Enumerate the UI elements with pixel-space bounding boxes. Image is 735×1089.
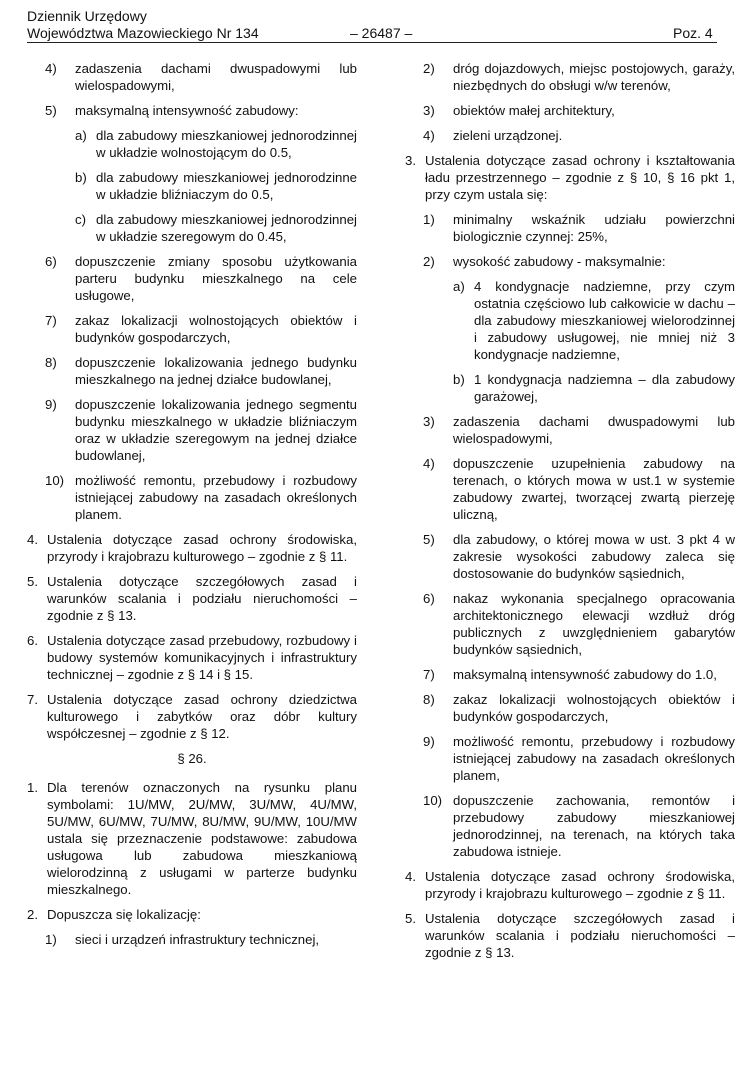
right-column <box>405 60 735 969</box>
item-number: 7. <box>27 692 38 707</box>
subpoint-item <box>75 127 357 161</box>
item-number: 7) <box>423 667 435 682</box>
item-text: dopuszczenie zachowania, remontów i przebudowy zabudowy mieszkaniowej jednorodzinnej, na terenach, na których taka zabudowa istnieje. <box>453 793 735 859</box>
item-number: 6) <box>45 254 57 269</box>
item-text: zakaz lokalizacji wolnostojących obiektów i budynków gospodarczych, <box>453 692 735 724</box>
item-number: 9) <box>423 734 435 749</box>
point-item <box>423 253 735 270</box>
point-item <box>423 455 735 523</box>
item-number: b) <box>75 170 87 185</box>
paragraph-item <box>27 632 357 683</box>
point-item <box>45 60 357 94</box>
paragraph-item <box>27 906 357 923</box>
item-text: dopuszczenie lokalizowania jednego segmentu budynku mieszkalnego w układzie bliźniaczym oraz w układzie szeregowym na jednej działce budowlanej, <box>75 397 357 463</box>
position-number: Poz. 4 <box>673 25 713 41</box>
item-number: 8) <box>45 355 57 370</box>
item-number: 5. <box>405 911 416 926</box>
item-text: maksymalną intensywność zabudowy do 1.0, <box>453 667 717 682</box>
page-number: – 26487 – <box>350 25 413 41</box>
point-item <box>423 211 735 245</box>
point-item <box>423 127 735 144</box>
point-item <box>423 531 735 582</box>
journal-title: Dziennik Urzędowy <box>27 8 147 24</box>
item-text: Ustalenia dotyczące zasad ochrony i kształtowania ładu przestrzennego – zgodnie z § 10, § 16 pkt 1, przy czym ustala się: <box>425 153 735 202</box>
journal-subtitle: Województwa Mazowieckiego Nr 134 <box>27 25 259 41</box>
item-text: możliwość remontu, przebudowy i rozbudowy istniejącej zabudowy na zasadach określonych planem, <box>453 734 735 783</box>
header-line <box>27 25 727 42</box>
point-item <box>45 354 357 388</box>
item-number: 4. <box>405 869 416 884</box>
paragraph-item <box>405 910 735 961</box>
point-item <box>423 691 735 725</box>
item-text: dla zabudowy mieszkaniowej jednorodzinne w układzie bliźniaczym do 0.5, <box>96 170 357 202</box>
item-number: 1. <box>27 780 38 795</box>
item-number: 2) <box>423 61 435 76</box>
item-text: minimalny wskaźnik udziału powierzchni biologicznie czynnej: 25%, <box>453 212 735 244</box>
item-number: 6. <box>27 633 38 648</box>
subpoint-item <box>453 371 735 405</box>
item-number: 4) <box>45 61 57 76</box>
point-item <box>423 60 735 94</box>
point-item <box>423 413 735 447</box>
point-item <box>423 590 735 658</box>
item-number: 4) <box>423 456 435 471</box>
item-text: Ustalenia dotyczące szczegółowych zasad i warunków scalania i podziału nieruchomości – zgodnie z § 13. <box>47 574 357 623</box>
item-text: nakaz wykonania specjalnego opracowania architektonicznego elewacji wzdłuż dróg publicznych z uwzględnieniem gabarytów budynków sąsiednich, <box>453 591 735 657</box>
item-number: a) <box>75 128 87 143</box>
item-number: 5. <box>27 574 38 589</box>
page-header <box>27 8 727 42</box>
paragraph-item <box>27 573 357 624</box>
paragraph-item <box>405 152 735 203</box>
item-text: Ustalenia dotyczące szczegółowych zasad i warunków scalania i podziału nieruchomości – zgodnie z § 13. <box>425 911 735 960</box>
item-number: 1) <box>45 932 57 947</box>
item-text: sieci i urządzeń infrastruktury technicznej, <box>75 932 320 947</box>
item-text: Ustalenia dotyczące zasad ochrony dziedzictwa kulturowego i zabytków oraz dóbr kultury współczesnej – zgodnie z § 12. <box>47 692 357 741</box>
point-item <box>45 102 357 119</box>
point-item <box>45 253 357 304</box>
item-number: 5) <box>45 103 57 118</box>
item-text: zieleni urządzonej. <box>453 128 563 143</box>
point-item <box>45 312 357 346</box>
paragraph-item <box>405 868 735 902</box>
point-item <box>423 792 735 860</box>
subpoint-item <box>75 169 357 203</box>
item-text: 1 kondygnacja nadziemna – dla zabudowy garażowej, <box>474 372 735 404</box>
item-text: możliwość remontu, przebudowy i rozbudowy istniejącej zabudowy na zasadach określonych planem. <box>75 473 357 522</box>
item-text: wysokość zabudowy - maksymalnie: <box>453 254 666 269</box>
subpoint-item <box>75 211 357 245</box>
item-number: 2. <box>27 907 38 922</box>
item-number: 6) <box>423 591 435 606</box>
item-number: 4. <box>27 532 38 547</box>
item-text: obiektów małej architektury, <box>453 103 615 118</box>
item-text: 4 kondygnacje nadziemne, przy czym ostatnia częściowo lub całkowicie w dachu – dla zabudowy mieszkaniowej wielorodzinnej i zabudowy usługowej, nie mniej niż 3 kondygnacje nadziemne, <box>474 279 735 362</box>
item-text: Dla terenów oznaczonych na rysunku planu symbolami: 1U/MW, 2U/MW, 3U/MW, 4U/MW, 5U/MW, 6U/MW, 7U/MW, 8U/MW, 9U/MW, 10U/MW ustala się przeznaczenie podstawowe: zabudowa usługowa lub zabudowa mieszkaniową wielorodzinną z usługami w parterze budynku mieszkalnego. <box>47 780 357 897</box>
item-text: Ustalenia dotyczące zasad ochrony środowiska, przyrody i krajobrazu kulturowego – zgodnie z § 11. <box>425 869 735 901</box>
item-text: maksymalną intensywność zabudowy: <box>75 103 299 118</box>
item-text: zakaz lokalizacji wolnostojących obiektów i budynków gospodarczych, <box>75 313 357 345</box>
paragraph-item <box>27 531 357 565</box>
item-number: 1) <box>423 212 435 227</box>
item-text: zadaszenia dachami dwuspadowymi lub wielospadowymi, <box>75 61 357 93</box>
item-text: dróg dojazdowych, miejsc postojowych, garaży, niezbędnych do obsługi w/w terenów, <box>453 61 735 93</box>
item-number: a) <box>453 279 465 294</box>
item-number: 3. <box>405 153 416 168</box>
item-number: 10) <box>45 473 65 488</box>
point-item <box>45 931 357 948</box>
item-text: dla zabudowy mieszkaniowej jednorodzinnej w układzie wolnostojącym do 0.5, <box>96 128 357 160</box>
paragraph-item <box>27 779 357 898</box>
item-number: 9) <box>45 397 57 412</box>
item-number: 5) <box>423 532 435 547</box>
item-number: 8) <box>423 692 435 707</box>
point-item <box>423 666 735 683</box>
point-item <box>45 396 357 464</box>
item-text: zadaszenia dachami dwuspadowymi lub wielospadowymi, <box>453 414 735 446</box>
item-number: 4) <box>423 128 435 143</box>
item-text: dopuszczenie uzupełnienia zabudowy na terenach, o których mowa w ust.1 w systemie zabudowy zwartej, tworzącej zwartą pierzeję uliczną, <box>453 456 735 522</box>
left-column <box>27 60 357 956</box>
paragraph-item <box>27 691 357 742</box>
item-number: 7) <box>45 313 57 328</box>
section-heading: § 26. <box>177 751 207 766</box>
item-number: 10) <box>423 793 443 808</box>
item-text: dla zabudowy, o której mowa w ust. 3 pkt 4 w zakresie wysokości zabudowy zaleca się dostosowanie do budynków sąsiednich, <box>453 532 735 581</box>
item-text: dla zabudowy mieszkaniowej jednorodzinnej w układzie szeregowym do 0.45, <box>96 212 357 244</box>
point-item <box>423 733 735 784</box>
item-number: c) <box>75 212 86 227</box>
header-rule <box>27 42 717 43</box>
item-text: dopuszczenie zmiany sposobu użytkowania parteru budynku mieszkalnego na cele usługowe, <box>75 254 357 303</box>
item-number: 2) <box>423 254 435 269</box>
item-number: 3) <box>423 414 435 429</box>
point-item <box>45 472 357 523</box>
item-text: Ustalenia dotyczące zasad ochrony środowiska, przyrody i krajobrazu kulturowego – zgodnie z § 11. <box>47 532 357 564</box>
subpoint-item <box>453 278 735 363</box>
item-text: Ustalenia dotyczące zasad przebudowy, rozbudowy i budowy systemów komunikacyjnych i infrastruktury technicznej – zgodnie z § 14 i § 15. <box>47 633 357 682</box>
point-item <box>423 102 735 119</box>
item-number: b) <box>453 372 465 387</box>
item-number: 3) <box>423 103 435 118</box>
item-text: dopuszczenie lokalizowania jednego budynku mieszkalnego na jednej działce budowlanej, <box>75 355 357 387</box>
item-text: Dopuszcza się lokalizację: <box>47 907 201 922</box>
